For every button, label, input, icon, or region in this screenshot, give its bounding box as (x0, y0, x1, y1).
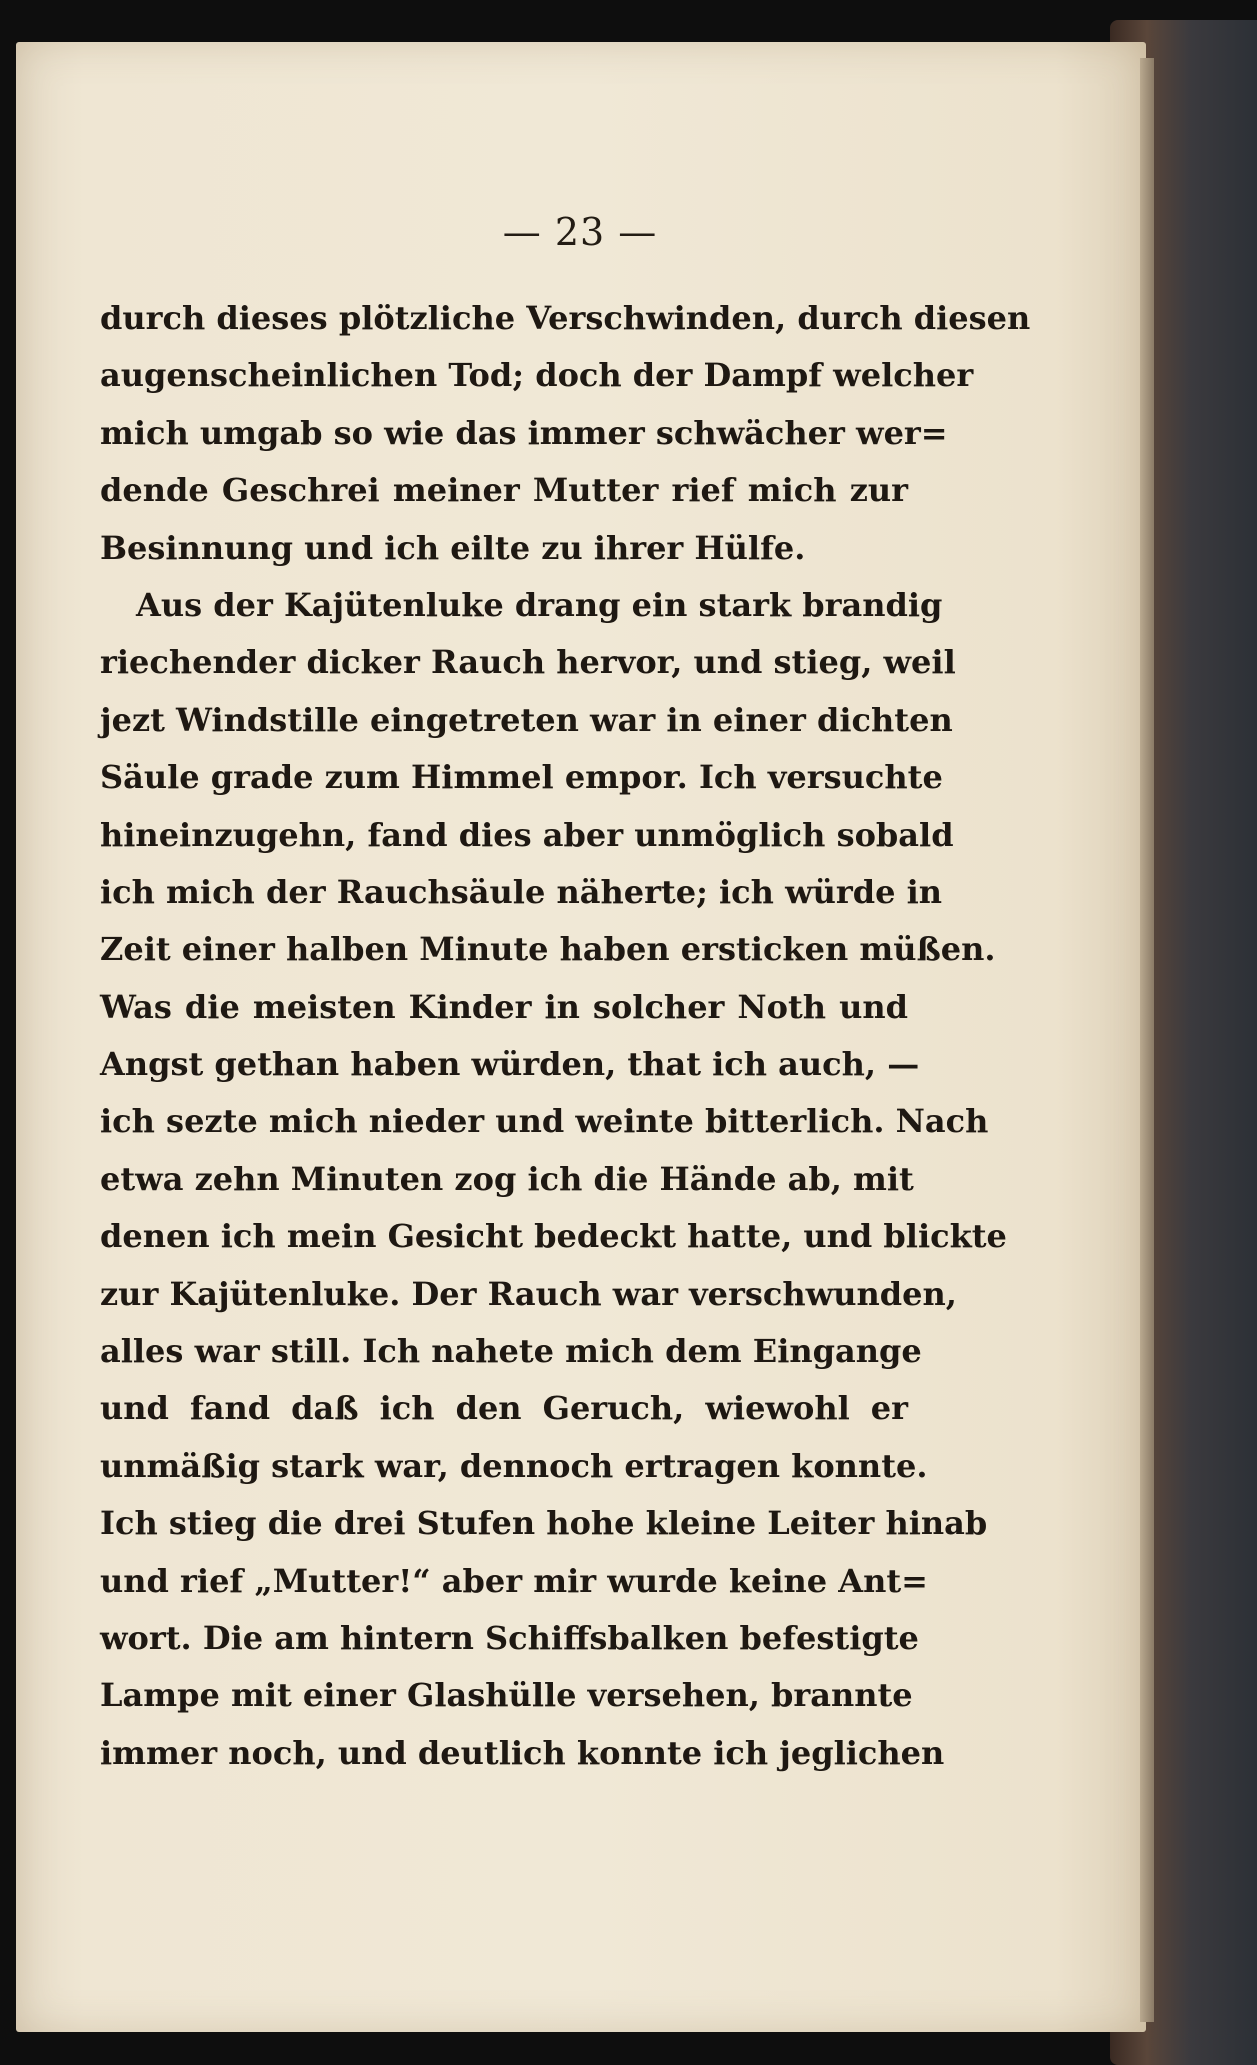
text-line: immer noch, und deutlich konnte ich jeglichen (100, 1733, 945, 1772)
text-line: Ich stieg die drei Stufen hohe kleine Leiter hinab (100, 1504, 988, 1543)
page-number: — 23 — (502, 210, 658, 254)
text-line: ich sezte mich nieder und weinte bitterlich. Nach (100, 1102, 989, 1141)
text-line: alles war still. Ich nahete mich dem Eingange (100, 1332, 922, 1371)
text-line: Angst gethan haben würden, that ich auch, — (100, 1045, 920, 1084)
text-line: zur Kajütenluke. Der Rauch war verschwunden, (100, 1274, 957, 1313)
page-edge (1140, 58, 1154, 2022)
text-line: mich umgab so wie das immer schwächer wer= (100, 413, 948, 452)
body-text (100, 290, 1031, 1782)
text-line: Lampe mit einer Glashülle versehen, brannte (100, 1676, 913, 1715)
text-line: Säule grade zum Himmel empor. Ich versuchte (100, 758, 943, 797)
text-line: wort. Die am hintern Schiffsbalken befestigte (100, 1618, 919, 1657)
text-line: ich mich der Rauchsäule näherte; ich würde in (100, 872, 943, 911)
text-line: jezt Windstille eingetreten war in einer dichten (100, 700, 953, 739)
text-line: hineinzugehn, fand dies aber unmöglich sobald (100, 815, 954, 854)
text-line: und rief „Mutter!“ aber mir wurde keine Ant= (100, 1561, 928, 1600)
text-line: Zeit einer halben Minute haben ersticken müßen. (100, 930, 996, 969)
text-line: und fand daß ich den Geruch, wiewohl er (100, 1389, 908, 1428)
text-line: augenscheinlichen Tod; doch der Dampf welcher (100, 356, 974, 395)
text-line: riechender dicker Rauch hervor, und stieg, weil (100, 643, 956, 682)
text-line: denen ich mein Gesicht bedeckt hatte, und blickte (100, 1217, 1007, 1256)
text-line: dende Geschrei meiner Mutter rief mich zur (100, 471, 908, 510)
text-line: durch dieses plötzliche Verschwinden, durch diesen (100, 299, 1031, 337)
text-line: Was die meisten Kinder in solcher Noth und (100, 987, 908, 1026)
text-line: Besinnung und ich eilte zu ihrer Hülfe. (100, 528, 806, 567)
text-line: unmäßig stark war, dennoch ertragen konnte. (100, 1446, 928, 1485)
text-line-paragraph-start: Aus der Kajütenluke drang ein stark brandig (136, 585, 943, 624)
text-line: etwa zehn Minuten zog ich die Hände ab, mit (100, 1159, 914, 1198)
